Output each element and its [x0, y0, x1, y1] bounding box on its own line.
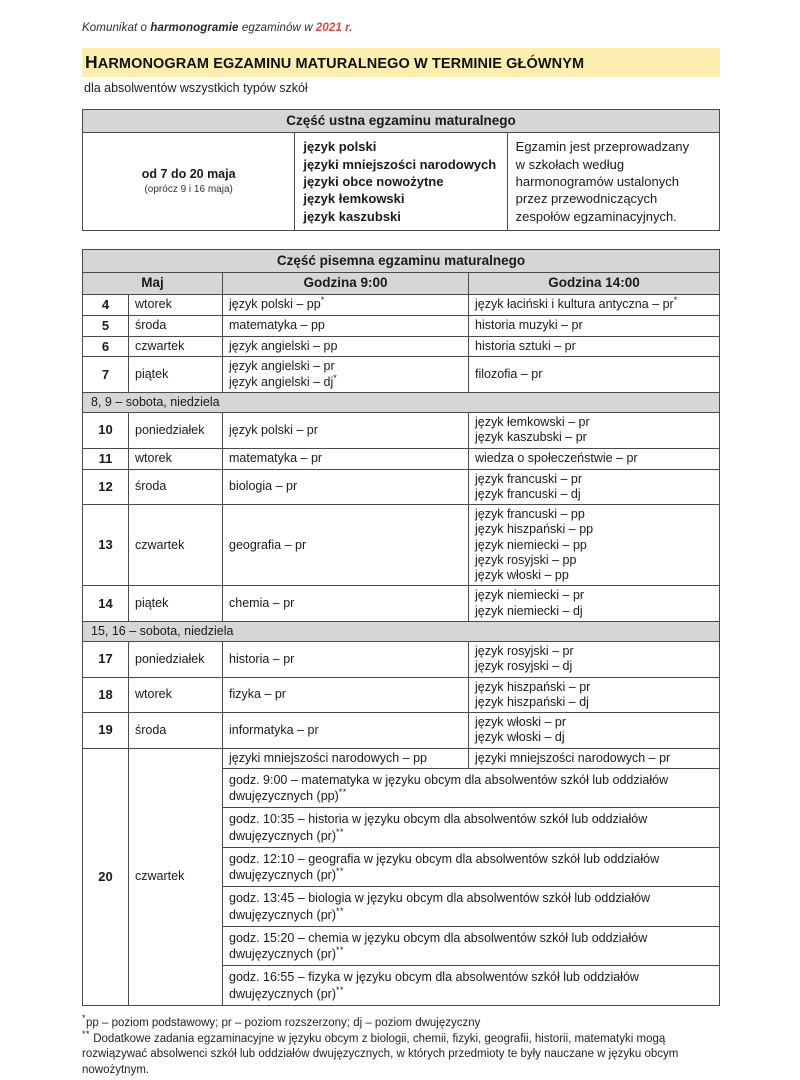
- morning-subject: [223, 315, 469, 336]
- subject-entry: informatyka – pr: [229, 722, 319, 737]
- subject-entry: język rosyjski – pp: [475, 552, 577, 567]
- caption-prefix: Komunikat o: [82, 22, 151, 34]
- subject-entry: język polski – pp*: [229, 294, 325, 312]
- table-row: [83, 505, 720, 586]
- subject-list: [475, 507, 713, 583]
- footnote-two-text: Dodatkowe zadania egzaminacyjne w języku obcym z biologii, chemii, fizyki, geografii, historii, matematyki mogą rozwiązywać absolwenci szkół lub oddziałów dwujęzycznych, w których przedmioty te były nauczane w języku obcym nowożytnym.: [82, 1032, 679, 1077]
- subject-entry: historia muzyki – pr: [475, 317, 583, 332]
- subject-list: [229, 479, 462, 494]
- oral-from-day: 7: [160, 166, 168, 181]
- day-number: 11: [83, 448, 129, 469]
- footnote-marker: *: [673, 294, 678, 305]
- oral-from-label: od: [141, 166, 161, 181]
- subject-entry: język włoski – pr: [475, 715, 566, 729]
- oral-note-line: Egzamin jest przeprowadzany: [515, 139, 690, 155]
- list-item: języki obce nowożytne: [303, 174, 444, 190]
- day-number: 14: [83, 586, 129, 622]
- table-row: [83, 357, 720, 393]
- footnotes: [82, 1012, 720, 1079]
- subject-list: [229, 451, 462, 466]
- table-row: [83, 713, 720, 749]
- subject-entry: język angielski – pr: [229, 359, 335, 374]
- day-number: 7: [83, 357, 129, 393]
- weekday-name: czwartek: [129, 748, 223, 1005]
- subject-entry: język niemiecki – pp: [475, 537, 587, 552]
- table-row: [83, 677, 720, 713]
- morning-subject: [223, 713, 469, 749]
- written-exam-table: [82, 249, 720, 1006]
- table-row: [83, 748, 720, 768]
- oral-note-cell: [507, 133, 719, 230]
- afternoon-subject: [469, 357, 720, 393]
- morning-subject: [223, 294, 469, 315]
- weekday-name: środa: [129, 713, 223, 749]
- bilingual-exam-entry: godz. 10:35 – historia w języku obcym dla absolwentów szkół lub oddziałów dwujęzycznych (pr)**: [223, 808, 720, 848]
- subject-list: [475, 588, 713, 619]
- subject-entry: język włoski – dj: [475, 730, 565, 745]
- subject-list: [475, 472, 713, 503]
- footnote-marker: *: [320, 294, 325, 305]
- weekday-name: środa: [129, 469, 223, 505]
- subject-entry: język łaciński i kultura antyczna – pr*: [475, 294, 678, 312]
- subject-entry: język rosyjski – dj: [475, 659, 573, 674]
- subject-entry: język łemkowski – pr: [475, 415, 590, 430]
- afternoon-subject: [469, 336, 720, 357]
- day-number: 10: [83, 413, 129, 449]
- subject-entry: język niemiecki – pr: [475, 588, 585, 603]
- column-header-afternoon: Godzina 14:00: [469, 273, 720, 294]
- page-title: [85, 52, 716, 73]
- weekend-row: [83, 392, 720, 412]
- subject-list: [229, 596, 462, 611]
- subject-list: [475, 294, 713, 312]
- subject-entry: geografia – pr: [229, 537, 307, 552]
- subject-entry: język niemiecki – dj: [475, 603, 583, 618]
- morning-subject: [223, 469, 469, 505]
- day-number: 20: [83, 748, 129, 1005]
- subject-list: [475, 715, 713, 746]
- column-header-morning: Godzina 9:00: [223, 273, 469, 294]
- afternoon-subject: [469, 294, 720, 315]
- subject-list: [229, 423, 462, 438]
- subject-list: [229, 359, 462, 390]
- weekend-row: [83, 621, 720, 641]
- morning-subject: [223, 413, 469, 449]
- afternoon-subject: [469, 642, 720, 678]
- oral-dates-text: [142, 167, 236, 181]
- page-title-rest: ARMONOGRAM EGZAMINU MATURALNEGO W TERMINIE GŁÓWNYM: [97, 56, 585, 72]
- page-title-initial: H: [85, 52, 98, 72]
- afternoon-subject: [469, 677, 720, 713]
- afternoon-subject: [469, 713, 720, 749]
- footnote-one-marker: *: [82, 1012, 87, 1023]
- written-column-header-row: [83, 273, 720, 294]
- written-table-header: Część pisemna egzaminu maturalnego: [83, 249, 720, 272]
- bilingual-exam-entry: godz. 16:55 – fizyka w języku obcym dla absolwentów szkół lub oddziałów dwujęzycznych (pr)**: [223, 966, 720, 1006]
- subject-list: [229, 318, 462, 333]
- oral-month: maja: [203, 166, 236, 181]
- subject-entry: matematyka – pr: [229, 450, 323, 465]
- subject-list: [229, 652, 462, 667]
- subject-entry: język francuski – pr: [475, 471, 582, 486]
- table-row: [83, 294, 720, 315]
- footnote-marker: **: [335, 865, 344, 876]
- table-row: [83, 642, 720, 678]
- subject-entry: język francuski – pp: [475, 507, 585, 521]
- day-number: 6: [83, 336, 129, 357]
- footnote-two-marker: **: [82, 1028, 91, 1039]
- weekday-name: poniedziałek: [129, 642, 223, 678]
- subject-entry: biologia – pr: [229, 479, 298, 494]
- table-row: [83, 336, 720, 357]
- afternoon-subject: [469, 448, 720, 469]
- weekend-label: 15, 16 – sobota, niedziela: [83, 621, 720, 641]
- table-row: [83, 315, 720, 336]
- oral-languages-list: [303, 138, 498, 224]
- weekday-name: czwartek: [129, 505, 223, 586]
- table-row: [83, 448, 720, 469]
- document-caption: [82, 22, 720, 34]
- subject-entry: historia sztuki – pr: [475, 338, 576, 353]
- list-item: języki mniejszości narodowych: [303, 156, 497, 172]
- morning-subject: [223, 357, 469, 393]
- morning-subject: [223, 642, 469, 678]
- weekday-name: wtorek: [129, 677, 223, 713]
- footnote-two: [82, 1028, 720, 1080]
- subject-list: [475, 318, 713, 333]
- subject-entry: język kaszubski – pr: [475, 430, 587, 445]
- oral-table-header-row: [83, 110, 720, 133]
- caption-year: 2021 r.: [315, 22, 353, 34]
- footnote-marker: **: [338, 786, 347, 797]
- morning-subject: [223, 336, 469, 357]
- morning-subject: [223, 505, 469, 586]
- subject-entry: język hiszpański – pp: [475, 522, 594, 537]
- day-number: 13: [83, 505, 129, 586]
- subject-list: [475, 339, 713, 354]
- footnote-one-text: pp – poziom podstawowy; pr – poziom rozszerzony; dj – poziom dwujęzyczny: [86, 1016, 481, 1029]
- subject-list: [475, 680, 713, 711]
- day-number: 17: [83, 642, 129, 678]
- subject-entry: matematyka – pp: [229, 317, 325, 332]
- subject-entry: filozofia – pr: [475, 367, 543, 382]
- afternoon-subject: języki mniejszości narodowych – pr: [469, 748, 720, 768]
- title-banner: [82, 48, 720, 77]
- subject-list: [229, 294, 462, 312]
- subject-entry: język angielski – dj*: [229, 372, 338, 389]
- bilingual-exam-entry: godz. 15:20 – chemia w języku obcym dla absolwentów szkół lub oddziałów dwujęzycznych (pr)**: [223, 926, 720, 966]
- oral-dates-cell: [83, 133, 295, 230]
- oral-exam-table: [82, 109, 720, 231]
- oral-note-line: harmonogramów ustalonych: [515, 174, 679, 190]
- caption-middle: egzaminów w: [238, 22, 316, 34]
- subject-entry: chemia – pr: [229, 595, 295, 610]
- subject-list: [229, 339, 462, 354]
- oral-languages-cell: [295, 133, 507, 230]
- bilingual-exam-entry: godz. 9:00 – matematyka w języku obcym dla absolwentów szkół lub oddziałów dwujęzycznych (pp)**: [223, 768, 720, 808]
- afternoon-subject: [469, 469, 720, 505]
- day-number: 18: [83, 677, 129, 713]
- day-number: 4: [83, 294, 129, 315]
- morning-subject: języki mniejszości narodowych – pp: [223, 748, 469, 768]
- list-item: język łemkowski: [303, 191, 405, 207]
- table-row: [83, 469, 720, 505]
- afternoon-subject: [469, 505, 720, 586]
- subject-entry: język rosyjski – pr: [475, 644, 574, 658]
- morning-subject: [223, 586, 469, 622]
- morning-subject: [223, 677, 469, 713]
- footnote-marker: **: [335, 905, 344, 916]
- subject-list: [475, 451, 713, 466]
- subject-entry: wiedza o społeczeństwie – pr: [475, 450, 638, 465]
- oral-note-line: w szkołach według: [515, 156, 625, 172]
- afternoon-subject: [469, 413, 720, 449]
- bilingual-exam-entry: godz. 13:45 – biologia w języku obcym dla absolwentów szkół lub oddziałów dwujęzycznych (pr)**: [223, 887, 720, 927]
- morning-subject: [223, 448, 469, 469]
- footnote-marker: *: [333, 372, 338, 383]
- weekday-name: środa: [129, 315, 223, 336]
- bilingual-exam-entry: godz. 12:10 – geografia w języku obcym dla absolwentów szkół lub oddziałów dwujęzycznych (pr)**: [223, 847, 720, 887]
- subject-entry: fizyka – pr: [229, 687, 286, 702]
- weekday-name: czwartek: [129, 336, 223, 357]
- subject-entry: język hiszpański – pr: [475, 679, 591, 694]
- table-row: [83, 413, 720, 449]
- subject-list: [229, 538, 462, 553]
- list-item: język kaszubski: [303, 208, 401, 224]
- day-number: 12: [83, 469, 129, 505]
- footnote-marker: **: [335, 984, 344, 995]
- subject-list: [475, 415, 713, 446]
- oral-note-text: [516, 138, 711, 224]
- oral-to-label: do: [167, 166, 190, 181]
- written-table-header-row: [83, 249, 720, 272]
- caption-bold: harmonogramie: [150, 22, 239, 34]
- oral-table-header: Część ustna egzaminu maturalnego: [83, 110, 720, 133]
- weekday-name: poniedziałek: [129, 413, 223, 449]
- weekday-name: piątek: [129, 357, 223, 393]
- subject-entry: język francuski – dj: [475, 486, 581, 501]
- subject-list: [475, 644, 713, 675]
- subject-list: [229, 687, 462, 702]
- subject-list: [229, 723, 462, 738]
- subject-entry: język angielski – pp: [229, 338, 338, 353]
- weekday-name: wtorek: [129, 294, 223, 315]
- oral-table-row: [83, 133, 720, 230]
- footnote-marker: **: [335, 944, 344, 955]
- page-subtitle: dla absolwentów wszystkich typów szkół: [84, 81, 308, 95]
- subject-list: [475, 367, 713, 382]
- list-item: język polski: [303, 139, 377, 155]
- oral-dates-note: (oprócz 9 i 16 maja): [144, 184, 233, 196]
- weekday-name: piątek: [129, 586, 223, 622]
- weekday-name: wtorek: [129, 448, 223, 469]
- day-number: 5: [83, 315, 129, 336]
- oral-note-line: przez przewodniczących: [515, 191, 658, 207]
- subject-entry: historia – pr: [229, 651, 295, 666]
- afternoon-subject: [469, 586, 720, 622]
- subject-entry: język włoski – pp: [475, 568, 569, 582]
- oral-note-line: zespołów egzaminacyjnych.: [515, 208, 677, 224]
- subject-entry: język polski – pr: [229, 422, 318, 437]
- oral-to-day: 20: [189, 166, 204, 181]
- afternoon-subject: [469, 315, 720, 336]
- footnote-one: [82, 1012, 720, 1032]
- footnote-marker: **: [335, 826, 344, 837]
- table-row: [83, 586, 720, 622]
- weekend-label: 8, 9 – sobota, niedziela: [83, 392, 720, 412]
- subject-entry: język hiszpański – dj: [475, 694, 589, 709]
- column-header-month: Maj: [83, 273, 223, 294]
- day-number: 19: [83, 713, 129, 749]
